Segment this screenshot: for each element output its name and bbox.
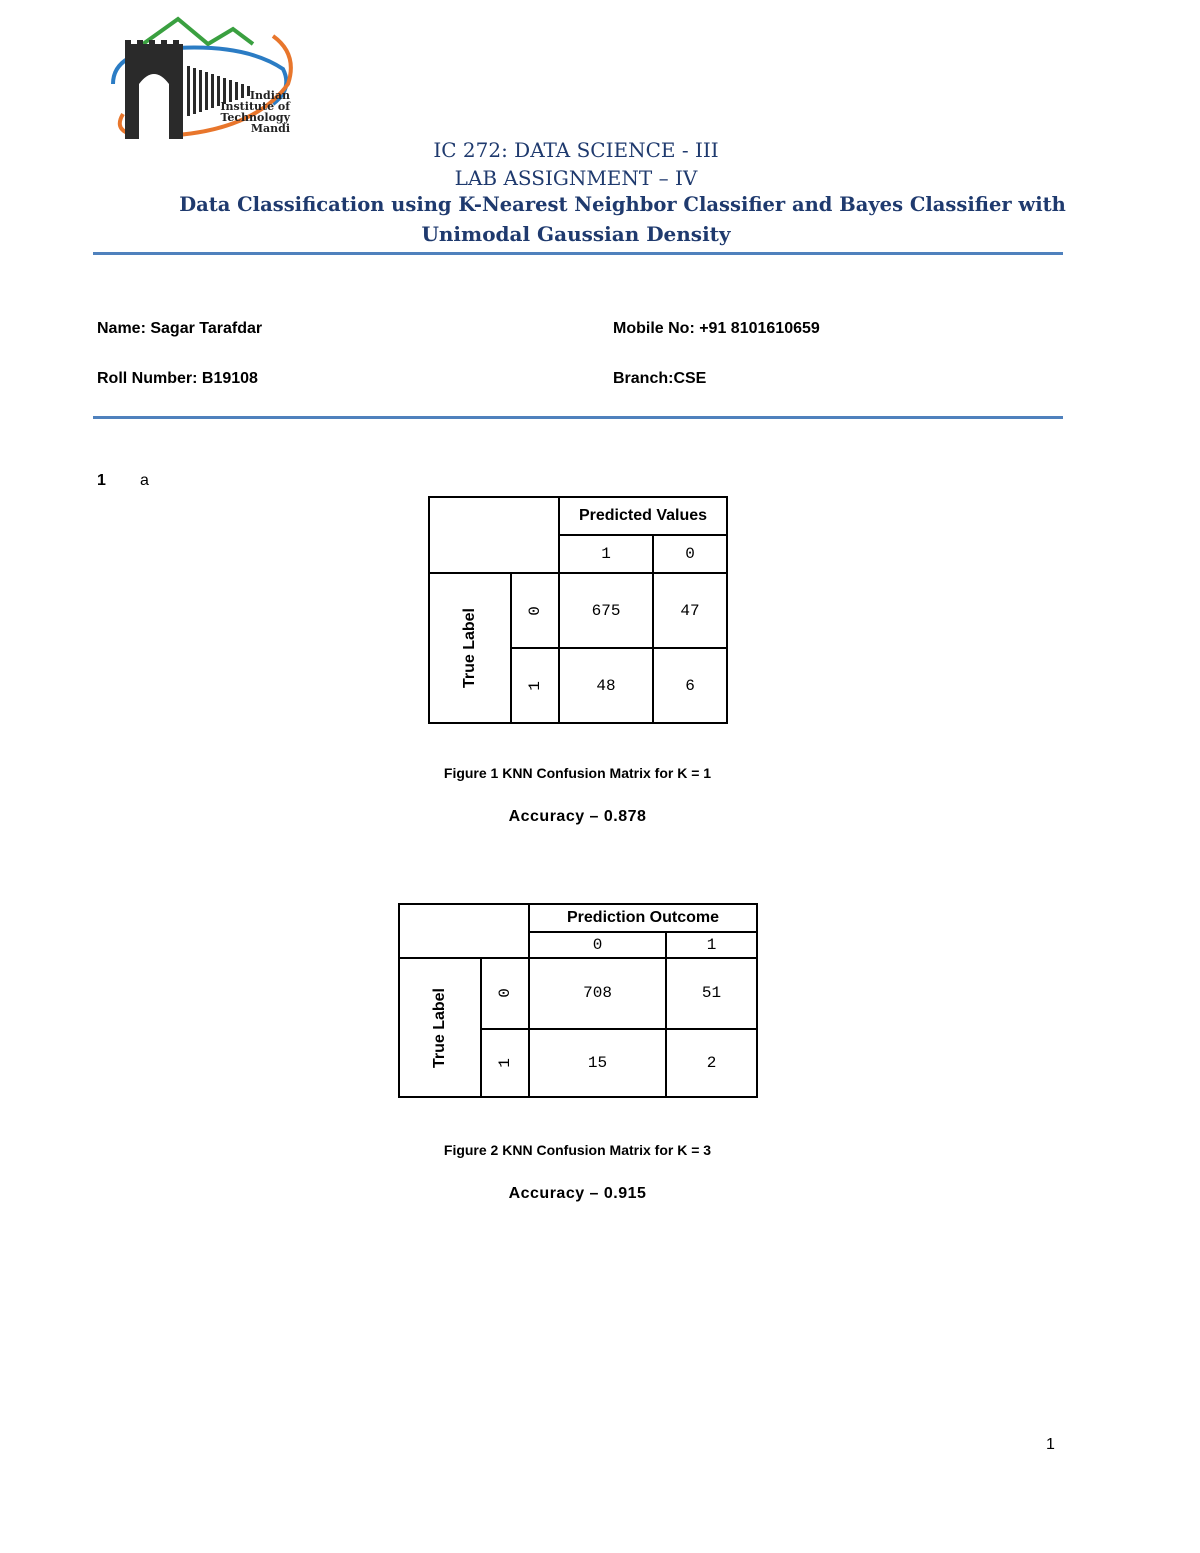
row-label: 1 <box>496 1058 515 1068</box>
matrix-cell: 47 <box>653 573 727 648</box>
figure-2-caption: Figure 2 KNN Confusion Matrix for K = 3 <box>443 1142 712 1158</box>
column-label: 1 <box>559 535 653 573</box>
column-label: 0 <box>529 932 666 958</box>
matrix-cell: 51 <box>666 958 757 1028</box>
figure-1-caption: Figure 1 KNN Confusion Matrix for K = 1 <box>443 765 712 781</box>
corner-cell <box>399 904 529 958</box>
topic-title-line2: Unimodal Gaussian Density <box>421 222 731 246</box>
confusion-matrix-k1 <box>428 496 728 724</box>
page-number: 1 <box>1046 1436 1055 1453</box>
header-divider <box>93 252 1063 255</box>
logo-text-line: Mandi <box>250 122 290 135</box>
student-branch: Branch:CSE <box>613 370 707 387</box>
row-header-text: True Label <box>461 607 479 689</box>
figure-1-accuracy: Accuracy – 0.878 <box>508 808 647 825</box>
question-number: 1 <box>97 472 106 489</box>
info-divider <box>93 416 1063 419</box>
logo-text-line: Technology <box>220 111 290 124</box>
row-header <box>399 958 481 1097</box>
matrix-cell: 2 <box>666 1029 757 1097</box>
student-roll: Roll Number: B19108 <box>97 370 258 387</box>
iit-mandi-logo <box>103 14 298 144</box>
column-header: Predicted Values <box>559 497 727 535</box>
column-label: 1 <box>666 932 757 958</box>
column-header: Prediction Outcome <box>529 904 757 932</box>
topic-title-line1: Data Classification using K-Nearest Neighbor Classifier and Bayes Classifier with <box>179 193 1066 216</box>
course-title: IC 272: DATA SCIENCE - III <box>433 138 719 162</box>
row-label: 1 <box>526 680 545 691</box>
row-label: 0 <box>526 605 545 616</box>
student-mobile: Mobile No: +91 8101610659 <box>613 320 820 337</box>
logo-text-line: Indian <box>249 89 290 102</box>
matrix-cell: 48 <box>559 648 653 723</box>
matrix-cell: 675 <box>559 573 653 648</box>
corner-cell <box>429 497 559 573</box>
logo-text-line: Institute of <box>220 100 290 113</box>
confusion-matrix-k3 <box>398 903 758 1098</box>
row-header <box>429 573 511 723</box>
matrix-cell: 708 <box>529 958 666 1028</box>
row-header-text: True Label <box>431 987 449 1068</box>
row-label: 0 <box>496 988 515 999</box>
student-name: Name: Sagar Tarafdar <box>97 320 263 337</box>
column-label: 0 <box>653 535 727 573</box>
assignment-title: LAB ASSIGNMENT – IV <box>454 166 698 190</box>
figure-2-accuracy: Accuracy – 0.915 <box>508 1185 647 1202</box>
matrix-cell: 15 <box>529 1029 666 1097</box>
matrix-cell: 6 <box>653 648 727 723</box>
question-part: a <box>140 472 149 489</box>
